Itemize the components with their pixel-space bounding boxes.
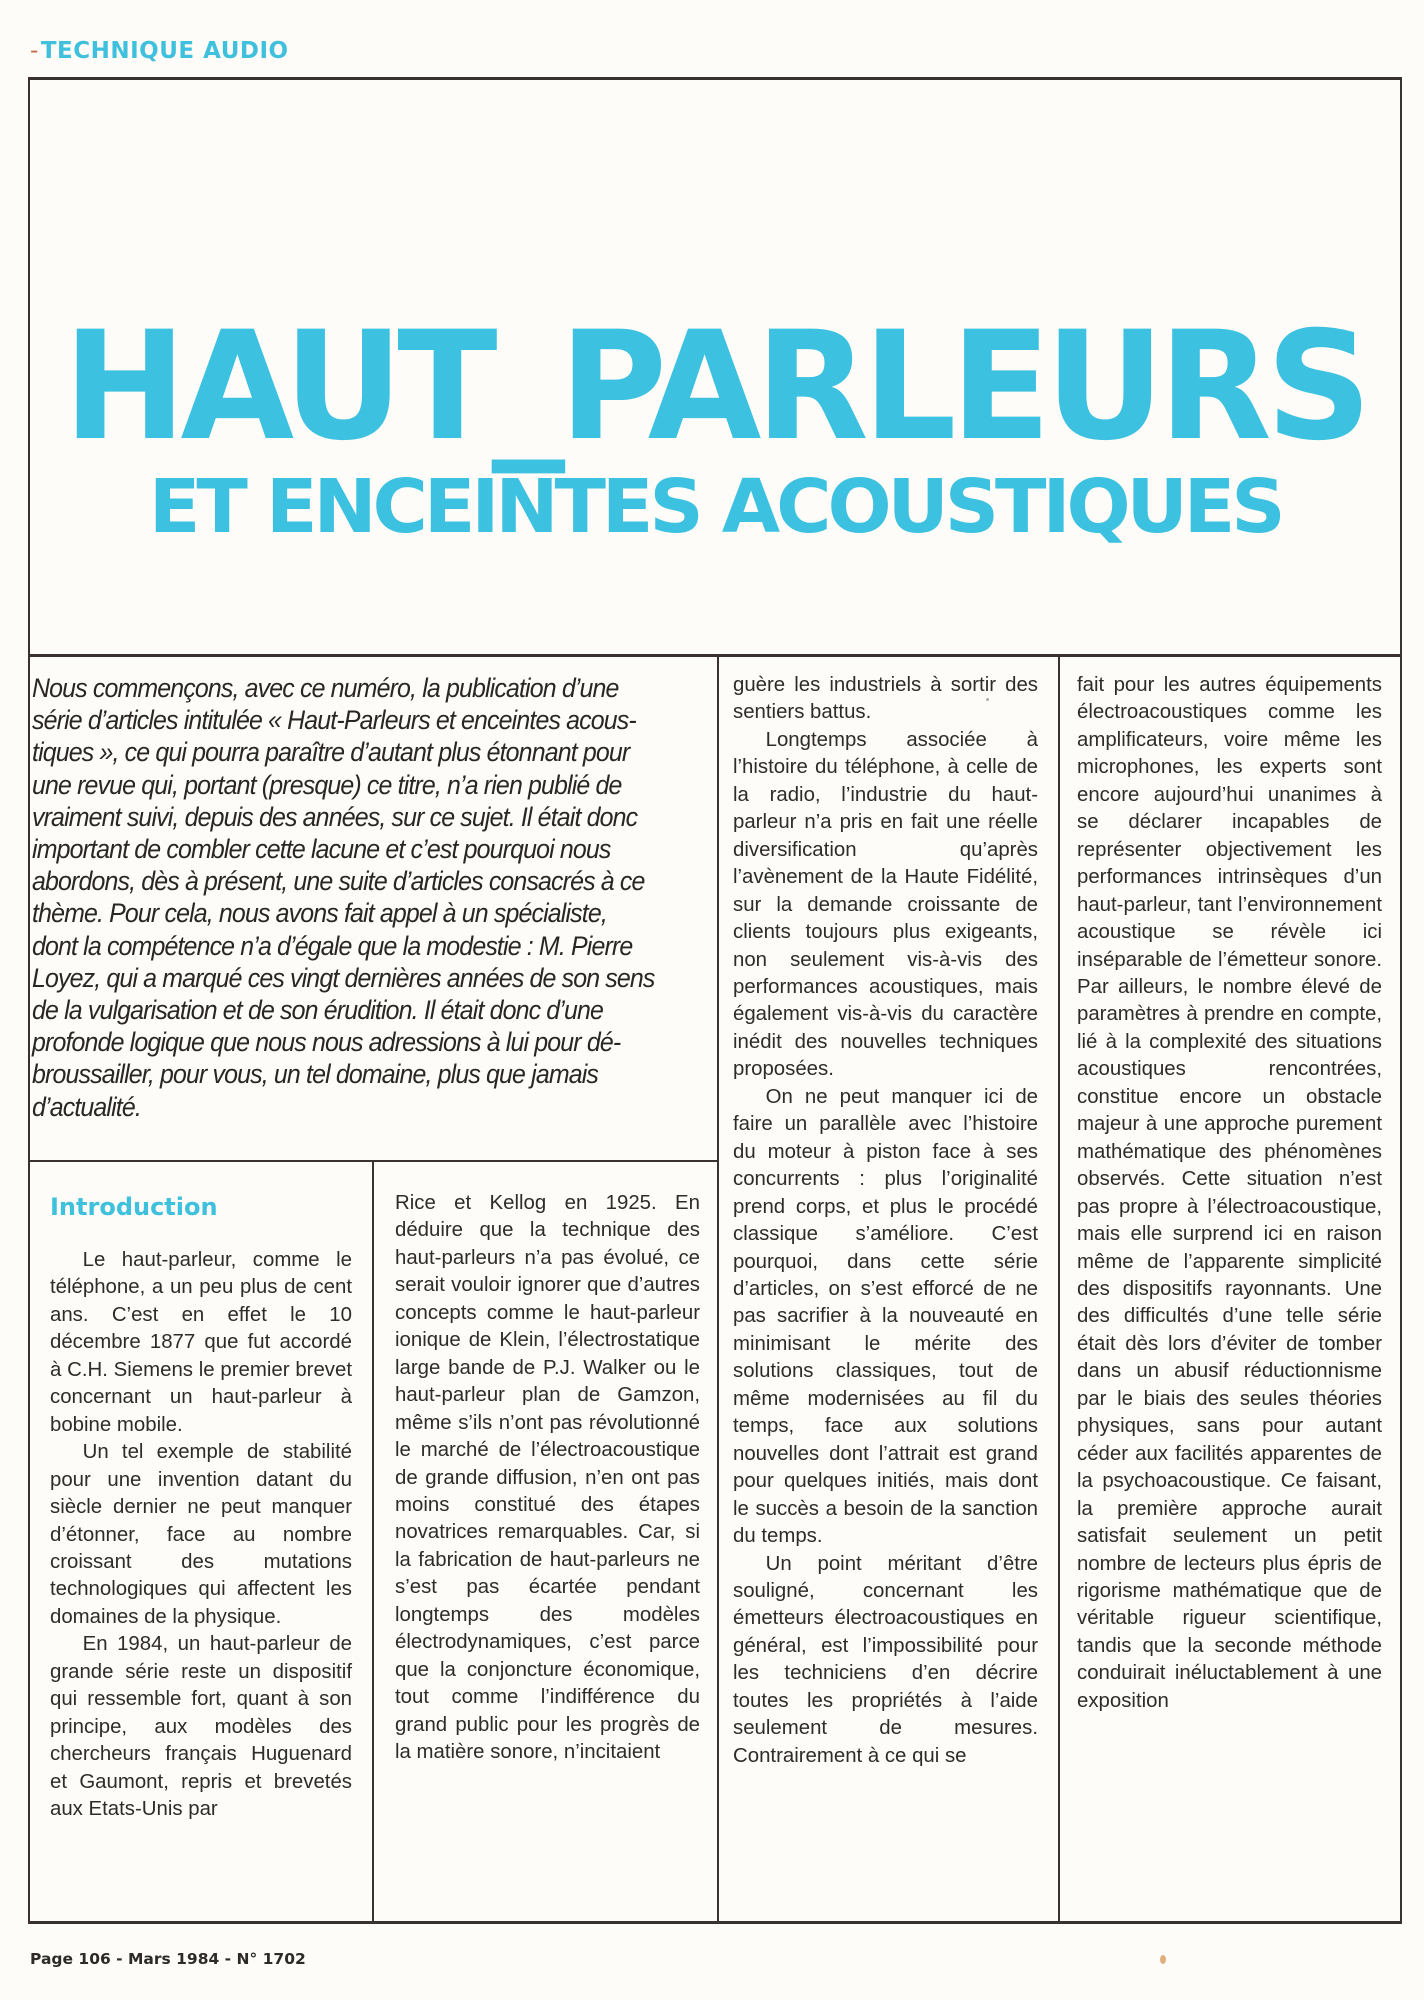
scan-speck <box>986 698 989 701</box>
section-header <box>30 38 289 64</box>
intro-line: broussailler, pour vous, un tel domaine, plus que jamais <box>32 1059 599 1090</box>
section-heading-introduction: Introduction <box>50 1193 218 1221</box>
intro-line: une revue qui, portant (presque) ce titre, n’a rien publié de <box>32 769 622 800</box>
article-subtitle: ET ENCEINTES ACOUSTIQUES <box>148 464 1282 550</box>
title-box <box>30 79 1400 655</box>
article-column-1 <box>50 1247 352 1824</box>
column-divider-2 <box>372 1162 374 1922</box>
intro-line: Nous commençons, avec ce numéro, la publication d’une <box>32 673 619 703</box>
scan-speck <box>1160 1955 1166 1964</box>
paragraph: fait pour les autres équipements électroacoustiques comme les amplificateurs, voire même les microphones, les experts sont encore aujourd’hui unanimes à se déclarer incapables de représenter objectivement les performances intrinsèques d’un haut-parleur, tant l’environnement acoustique se révèle ici inséparable de l’émetteur sonore. Par ailleurs, le nombre élevé de paramètres à prendre en compte, lié à la complexité des situations acoustiques rencontrées, constitue encore un obstacle majeur à une approche purement mathématique des phénomènes observés. Cette situation n’est pas propre à l’électroacoustique, mais elle surprend ici en raison même de l’apparente simplicité des dispositifs rayonnants. Une des difficultés d’une telle série était dès lors d’éviter de tomber dans un abusif réductionnisme par le biais des seules théories physiques, sans pour autant céder aux facilités apparentes de la psychoacoustique. Ce faisant, la première approche aurait satisfait seulement un petit nombre de lecteurs plus épris de rigorisme mathématique que de véritable rigueur scientifique, tandis que la seconde méthode conduirait inéluctablement à une exposition <box>1077 674 1382 1712</box>
intro-line: important de combler cette lacune et c’est pourquoi nous <box>32 834 611 865</box>
title-box-right-rule <box>1400 77 1402 1923</box>
paragraph: Longtemps associée à l’histoire du téléphone, à celle de la radio, l’industrie du haut-parleur n’a pris en fait une réelle diversification qu’après l’avènement de la Haute Fidélité, sur la demande croissante de clients toujours plus exigeants, non seulement vis-à-vis des performances acoustiques, mais également vis-à-vis du caractère inédit des nouvelles techniques proposées. <box>733 728 1038 1081</box>
paragraph: On ne peut manquer ici de faire un parallèle avec l’histoire du moteur à piston face à ses concurrents : plus l’originalité prend corps, et plus le procédé classique s’améliore. C’est pourquoi, dans cette série d’articles, on s’est efforcé de ne pas sacrifier à la nouveauté en minimisant le mérite des solutions classiques, tout de même modernisées au fil du temps, face aux solutions nouvelles dont l’attrait est grand pour quelques initiés, mais dont le succès a besoin de la sanction du temps. <box>733 1085 1038 1548</box>
page-bottom-rule <box>28 1921 1402 1924</box>
paragraph: Rice et Kellog en 1925. En déduire que la technique des haut-parleurs n’a pas évolué, ce serait vouloir ignorer que d’autres concepts comme le haut-parleur ionique de Klein, l’électrostatique large bande de P.J. Walker ou le haut-parleur plan de Gamzon, même s’ils n’ont pas révolutionné le marché de l’électroacoustique de grande diffusion, n’en ont pas moins constitué des étapes novatrices remarquables. Car, si la fabrication de haut-parleurs ne s’est pas écartée pendant longtemps des modèles électrodynamiques, c’est parce que la conjoncture économique, tout comme l’indifférence du grand public pour les progrès de la matière sonore, n’incitaient <box>395 1192 700 1764</box>
paragraph: guère les industriels à sortir des sentiers battus. <box>733 674 1038 724</box>
paragraph: En 1984, un haut-parleur de grande série reste un dispositif qui ressemble fort, quant à son principe, aux modèles des chercheurs français Huguenard et Gaumont, repris et brevetés aux Etats-Unis par <box>50 1633 352 1821</box>
intro-line: abordons, dès à présent, une suite d’articles consacrés à ce <box>32 866 645 897</box>
paragraph: Un point méritant d’être souligné, concernant les émetteurs électroacoustiques en général, est l’impossibilité pour les techniciens d’en décrire toutes les propriétés à l’aide seulement de mesures. Contrairement à ce qui se <box>733 1552 1038 1767</box>
article-title: HAUT_PARLEURS <box>63 300 1367 474</box>
header-tick-mark: - <box>30 38 39 64</box>
intro-line: tiques », ce qui pourra paraître d’autant plus étonnant pour <box>32 737 630 768</box>
intro-line: dont la compétence n’a d’égale que la modestie : M. Pierre <box>32 930 633 961</box>
intro-line: de la vulgarisation et de son érudition. Il était donc d’une <box>32 995 604 1026</box>
column-divider-3 <box>717 656 719 1922</box>
intro-line: d’actualité. <box>32 1091 141 1122</box>
column-divider-4 <box>1058 656 1060 1922</box>
paragraph: Un tel exemple de stabilité pour une invention datant du siècle dernier ne peut manquer d’étonner, face au nombre croissant des mutations technologiques qui affectent les domaines de la physique. <box>50 1441 352 1628</box>
intro-line: série d’articles intitulée « Haut-Parleurs et enceintes acous- <box>32 705 636 736</box>
intro-line: Loyez, qui a marqué ces vingt dernières années de son sens <box>32 962 655 993</box>
intro-line: vraiment suivi, depuis des années, sur ce sujet. Il était donc <box>32 801 638 832</box>
article-column-2 <box>395 1190 700 1767</box>
page-footer: Page 106 - Mars 1984 - N° 1702 <box>30 1950 306 1968</box>
intro-line: thème. Pour cela, nous avons fait appel à un spécialiste, <box>32 898 607 929</box>
intro-line: profonde logique que nous nous adressions à lui pour dé- <box>32 1027 621 1058</box>
article-column-4 <box>1077 672 1382 1715</box>
paragraph: Le haut-parleur, comme le téléphone, a un peu plus de cent ans. C’est en effet le 10 décembre 1877 que fut accordé à C.H. Siemens le premier brevet concernant un haut-parleur à bobine mobile. <box>50 1249 352 1436</box>
section-header-label: TECHNIQUE AUDIO <box>40 38 289 64</box>
article-column-3 <box>733 672 1038 1770</box>
intro-standfirst <box>32 672 709 1123</box>
